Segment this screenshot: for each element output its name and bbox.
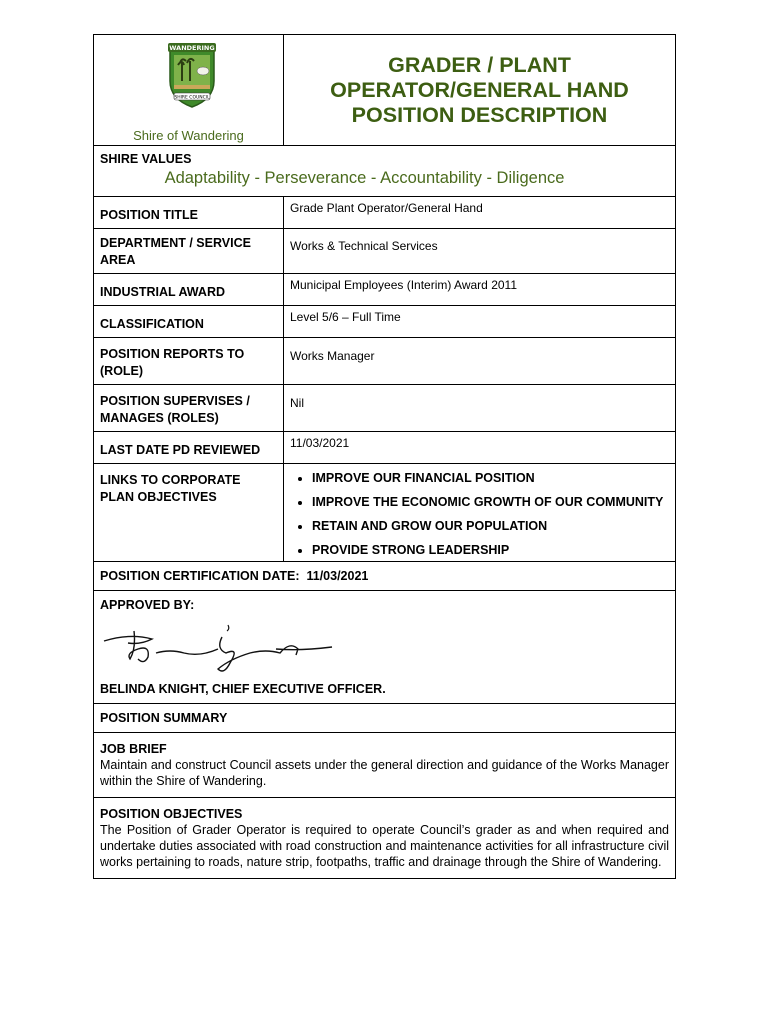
field-row-reports-to	[94, 338, 676, 385]
field-label: LINKS TO CORPORATE PLAN OBJECTIVES	[94, 464, 284, 562]
position-objectives-cell	[94, 798, 676, 879]
field-value: Works Manager	[284, 338, 676, 385]
field-label: POSITION SUPERVISES / MANAGES (ROLES)	[94, 385, 284, 432]
list-item: • IMPROVE OUR FINANCIAL POSITION	[312, 470, 675, 487]
field-row-corporate-links	[94, 464, 676, 562]
job-brief-text: Maintain and construct Council assets under the general direction and guidance of the Works Manager within the Shire of Wandering.	[100, 758, 669, 788]
field-row-position-title	[94, 197, 676, 229]
shire-values-text: Adaptability - Perseverance - Accountability - Diligence	[164, 169, 565, 187]
shire-name: Shire of Wandering	[133, 128, 244, 143]
svg-text:WANDERING: WANDERING	[169, 44, 215, 52]
field-row-supervises	[94, 385, 676, 432]
field-label: CLASSIFICATION	[94, 306, 284, 338]
certification-date: 11/03/2021	[306, 569, 369, 583]
job-brief-heading: JOB BRIEF	[100, 742, 167, 756]
field-value: Level 5/6 – Full Time	[284, 306, 676, 338]
signatory-name: BELINDA KNIGHT, CHIEF EXECUTIVE OFFICER.	[100, 682, 386, 696]
field-row-classification	[94, 306, 676, 338]
signature-area	[100, 619, 669, 677]
approved-by-label: APPROVED BY:	[100, 598, 195, 612]
field-value: Works & Technical Services	[284, 229, 676, 274]
corporate-objectives-cell	[284, 464, 676, 562]
field-label: DEPARTMENT / SERVICE AREA	[94, 229, 284, 274]
title-line-3: POSITION DESCRIPTION	[351, 102, 608, 127]
list-item: • IMPROVE THE ECONOMIC GROWTH OF OUR COMMUNITY	[312, 494, 675, 511]
shire-values-cell	[94, 146, 676, 197]
position-summary-heading: POSITION SUMMARY	[94, 704, 676, 733]
certification-row	[94, 562, 676, 591]
logo-cell	[94, 35, 284, 146]
field-row-last-reviewed	[94, 432, 676, 464]
field-label: POSITION REPORTS TO (ROLE)	[94, 338, 284, 385]
field-value: Grade Plant Operator/General Hand	[284, 197, 676, 229]
title-line-1: GRADER / PLANT	[388, 52, 571, 77]
field-label: LAST DATE PD REVIEWED	[94, 432, 284, 464]
field-value: 11/03/2021	[284, 432, 676, 464]
certification-label: POSITION CERTIFICATION DATE:	[100, 569, 300, 583]
shire-values-heading: SHIRE VALUES	[100, 152, 192, 166]
list-item: • RETAIN AND GROW OUR POPULATION	[312, 518, 675, 535]
title-line-2: OPERATOR/GENERAL HAND	[330, 77, 629, 102]
field-value: Nil	[284, 385, 676, 432]
document-title	[284, 35, 676, 146]
signature-image	[100, 619, 340, 677]
position-objectives-text: The Position of Grader Operator is required to operate Council’s grader as and when required and undertake duties associated with road construction and maintenance activities for all infrastructure civil works pertaining to roads, nature strip, footpaths, traffic and drainage through the Shire of Wandering.	[100, 823, 669, 869]
position-description-document	[93, 34, 675, 879]
field-label: POSITION TITLE	[94, 197, 284, 229]
job-brief-cell	[94, 733, 676, 798]
approval-cell	[94, 591, 676, 704]
svg-text:SHIRE COUNCIL: SHIRE COUNCIL	[174, 95, 210, 101]
list-item: • PROVIDE STRONG LEADERSHIP	[312, 542, 675, 559]
shire-crest-logo	[160, 41, 224, 111]
field-value: Municipal Employees (Interim) Award 2011	[284, 274, 676, 306]
field-row-department	[94, 229, 676, 274]
field-row-industrial-award	[94, 274, 676, 306]
corporate-objectives-list	[284, 470, 675, 559]
position-objectives-heading: POSITION OBJECTIVES	[100, 807, 243, 821]
field-label: INDUSTRIAL AWARD	[94, 274, 284, 306]
position-description-table	[93, 34, 676, 879]
